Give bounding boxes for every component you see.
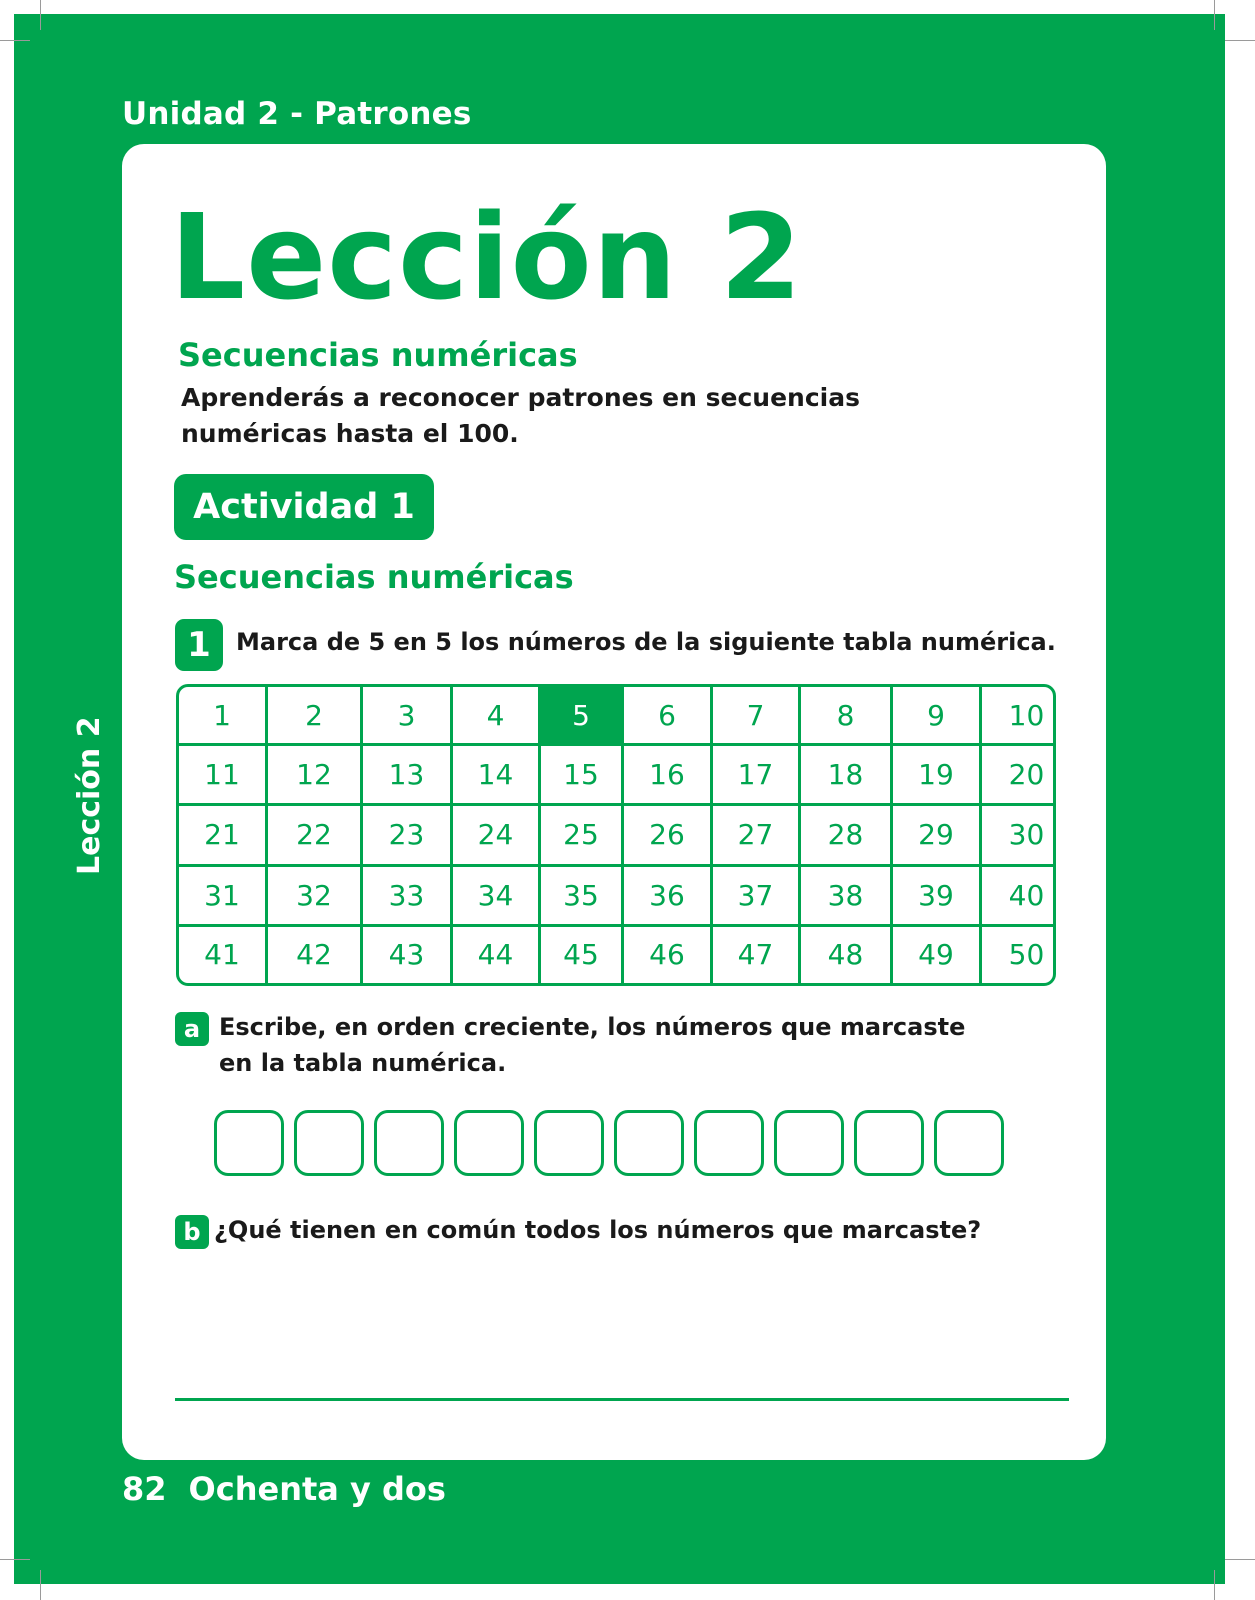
part-a-text: [219, 1009, 965, 1081]
number-cell[interactable]: 12: [267, 745, 362, 805]
table-row: [179, 865, 1056, 925]
number-cell[interactable]: 29: [892, 805, 981, 865]
number-cell[interactable]: 43: [362, 925, 452, 983]
part-a-line-2: en la tabla numérica.: [219, 1049, 507, 1077]
page-number: 82: [122, 1470, 167, 1508]
table-row: [179, 925, 1056, 983]
number-cell[interactable]: 7: [712, 687, 800, 745]
answer-box[interactable]: [934, 1110, 1004, 1176]
number-cell[interactable]: 21: [179, 805, 267, 865]
number-cell[interactable]: 22: [267, 805, 362, 865]
trim-mark: [1225, 1559, 1255, 1560]
number-cell[interactable]: 47: [712, 925, 800, 983]
lesson-subtitle: Secuencias numéricas: [178, 336, 578, 374]
number-cell[interactable]: 41: [179, 925, 267, 983]
trim-mark: [1225, 40, 1255, 41]
answer-box[interactable]: [534, 1110, 604, 1176]
number-cell[interactable]: 13: [362, 745, 452, 805]
trim-mark: [0, 1559, 30, 1560]
table-row: [179, 745, 1056, 805]
number-cell[interactable]: 42: [267, 925, 362, 983]
trim-mark: [0, 40, 30, 41]
number-cell[interactable]: 48: [800, 925, 892, 983]
page-number-words: Ochenta y dos: [188, 1470, 446, 1508]
number-cell[interactable]: 25: [540, 805, 623, 865]
number-cell[interactable]: 49: [892, 925, 981, 983]
part-b-text: ¿Qué tienen en común todos los números que marcaste?: [214, 1216, 982, 1244]
page-footer: [122, 1470, 446, 1508]
unit-header: Unidad 2 - Patrones: [122, 96, 472, 132]
number-cell[interactable]: 30: [981, 805, 1057, 865]
number-cell[interactable]: 9: [892, 687, 981, 745]
lesson-title: Lección 2: [170, 188, 803, 326]
number-cell[interactable]: 37: [712, 865, 800, 925]
number-cell[interactable]: 40: [981, 865, 1057, 925]
number-cell[interactable]: 8: [800, 687, 892, 745]
number-cell[interactable]: 26: [623, 805, 712, 865]
trim-mark: [40, 1570, 41, 1600]
number-cell[interactable]: 10: [981, 687, 1057, 745]
number-table: [176, 684, 1056, 986]
number-cell[interactable]: 18: [800, 745, 892, 805]
number-cell[interactable]: 20: [981, 745, 1057, 805]
number-cell[interactable]: 31: [179, 865, 267, 925]
answer-box[interactable]: [774, 1110, 844, 1176]
number-cell[interactable]: 14: [452, 745, 540, 805]
number-cell[interactable]: 50: [981, 925, 1057, 983]
number-cell[interactable]: 33: [362, 865, 452, 925]
number-cell[interactable]: 35: [540, 865, 623, 925]
answer-box[interactable]: [214, 1110, 284, 1176]
part-a-line-1: Escribe, en orden creciente, los números que marcaste: [219, 1013, 966, 1041]
activity-badge: Actividad 1: [174, 474, 434, 540]
number-cell[interactable]: 15: [540, 745, 623, 805]
trim-mark: [1214, 0, 1215, 30]
question-text: Marca de 5 en 5 los números de la siguiente tabla numérica.: [236, 628, 1056, 656]
number-cell[interactable]: 27: [712, 805, 800, 865]
number-cell[interactable]: 17: [712, 745, 800, 805]
part-a-badge: a: [175, 1012, 209, 1046]
table-row: [179, 805, 1056, 865]
table-row: [179, 687, 1056, 745]
side-tab-lesson: Lección 2: [72, 716, 107, 875]
trim-mark: [40, 0, 41, 30]
part-b-badge: b: [175, 1215, 209, 1249]
number-cell[interactable]: 36: [623, 865, 712, 925]
lesson-description: Aprenderás a reconocer patrones en secuencias numéricas hasta el 100.: [181, 383, 860, 448]
number-cell[interactable]: 28: [800, 805, 892, 865]
number-cell[interactable]: 5: [540, 687, 623, 745]
number-cell[interactable]: 44: [452, 925, 540, 983]
answer-box[interactable]: [454, 1110, 524, 1176]
number-cell[interactable]: 3: [362, 687, 452, 745]
trim-mark: [1214, 1570, 1215, 1600]
activity-title: Secuencias numéricas: [174, 558, 574, 596]
number-cell[interactable]: 39: [892, 865, 981, 925]
answer-box[interactable]: [374, 1110, 444, 1176]
number-cell[interactable]: 23: [362, 805, 452, 865]
number-cell[interactable]: 32: [267, 865, 362, 925]
number-cell[interactable]: 24: [452, 805, 540, 865]
number-cell[interactable]: 19: [892, 745, 981, 805]
question-number-badge: 1: [175, 619, 223, 671]
answer-box[interactable]: [854, 1110, 924, 1176]
answer-box[interactable]: [294, 1110, 364, 1176]
number-cell[interactable]: 38: [800, 865, 892, 925]
number-cell[interactable]: 1: [179, 687, 267, 745]
number-cell[interactable]: 46: [623, 925, 712, 983]
answer-line[interactable]: [175, 1398, 1069, 1401]
number-cell[interactable]: 11: [179, 745, 267, 805]
answer-box[interactable]: [694, 1110, 764, 1176]
number-cell[interactable]: 16: [623, 745, 712, 805]
number-cell[interactable]: 34: [452, 865, 540, 925]
number-cell[interactable]: 2: [267, 687, 362, 745]
number-cell[interactable]: 45: [540, 925, 623, 983]
number-cell[interactable]: 4: [452, 687, 540, 745]
answer-box[interactable]: [614, 1110, 684, 1176]
number-cell[interactable]: 6: [623, 687, 712, 745]
